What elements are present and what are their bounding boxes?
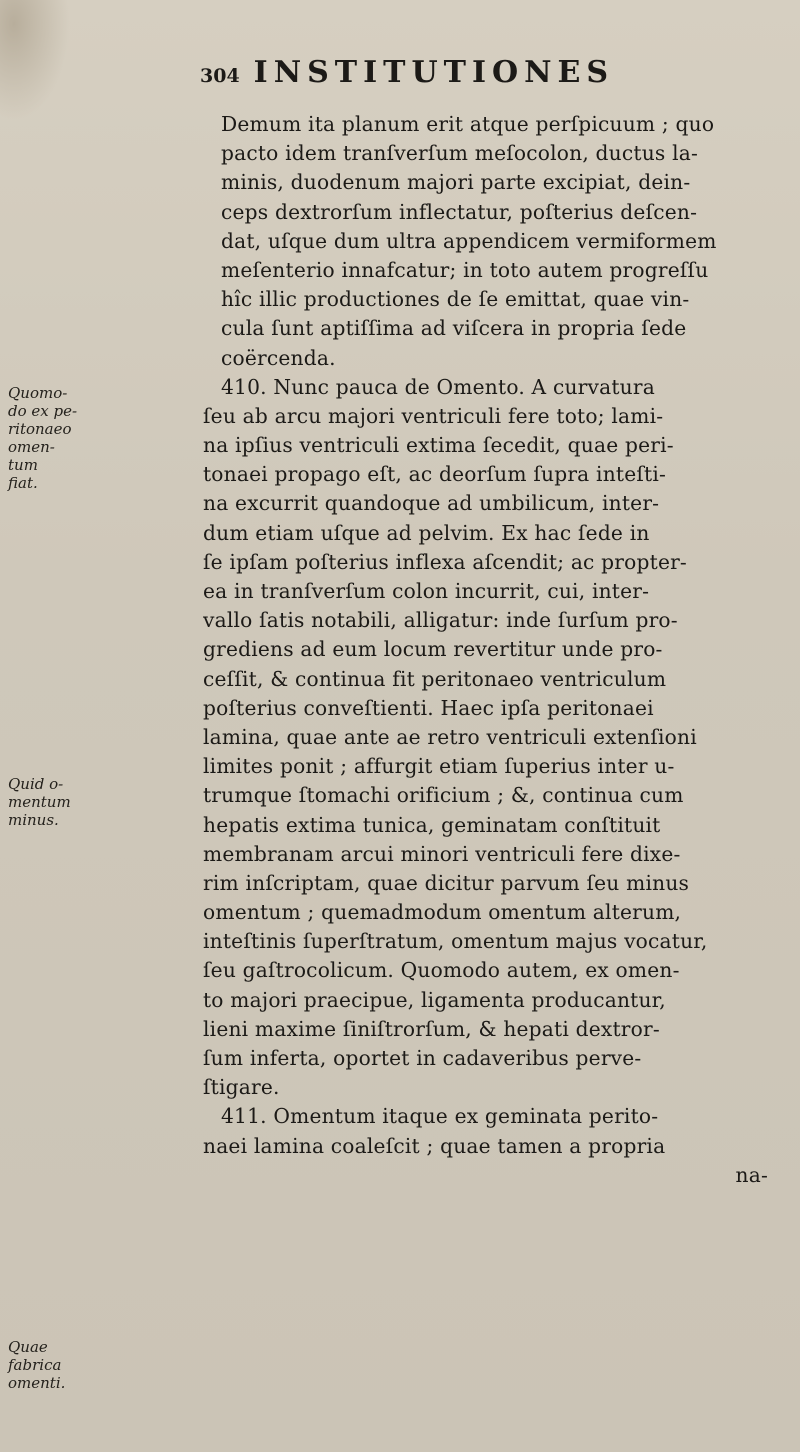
text-line: ea in tranſverſum colon incurrit, cui, inter-: [203, 579, 650, 603]
margin-note-line: ritonaeo: [8, 420, 72, 438]
text-line: ſeu ab arcu majori ventriculi fere toto; lami-: [203, 403, 664, 428]
text-line: ſum inferta, oportet in cadaveribus perve-: [203, 1046, 642, 1070]
text-line: na ipſius ventriculi extima ſecedit, quae peri-: [203, 433, 674, 458]
text-line: to majori praecipue, ligamenta producantur,: [203, 987, 666, 1012]
text-line: lieni maxime ſiniſtrorſum, & hepati dextror-: [203, 1016, 660, 1041]
margin-note-omentum-minus: [8, 775, 103, 829]
text-line: ceps dextrorſum inflectatur, poſterius deſcen-: [221, 199, 698, 224]
paragraph-411-start: 411. Omentum itaque ex geminata perito-: [221, 1104, 659, 1129]
text-line: vallo ſatis notabili, alligatur: inde ſurſum pro-: [203, 608, 678, 633]
text-line: meſenterio innafcatur; in toto autem progreſſu: [221, 257, 709, 282]
running-header: [200, 55, 760, 103]
body-text: [203, 110, 768, 1190]
catchword: na-: [735, 1162, 768, 1187]
margin-note-omentum-fabrica: [8, 1338, 103, 1392]
text-line: hepatis extima tunica, geminatam conſtituit: [203, 812, 661, 837]
text-line: rim inſcriptam, quae dicitur parvum ſeu minus: [203, 870, 690, 895]
text-line: lamina, quae ante ae retro ventriculi extenſioni: [203, 724, 697, 749]
text-line: ſtigare.: [203, 1075, 280, 1100]
text-line: poſterius conveſtienti. Haec ipſa peritonaei: [203, 695, 654, 720]
text-line: dum etiam uſque ad pelvim. Ex hac ſede in: [203, 520, 650, 545]
margin-note-line: fiat.: [8, 474, 38, 492]
margin-note-line: omenti.: [8, 1374, 66, 1392]
margin-note-line: minus.: [8, 811, 59, 829]
text-line: hîc illic productiones de ſe emittat, quae vin-: [221, 287, 690, 312]
margin-note-line: tum: [8, 456, 38, 474]
margin-note-line: Quid o-: [8, 775, 64, 793]
text-line: ceſſit, & continua fit peritonaeo ventriculum: [203, 666, 667, 691]
text-line: na excurrit quandoque ad umbilicum, inter-: [203, 491, 660, 516]
text-line: minis, duodenum majori parte excipiat, dein-: [221, 170, 691, 195]
text-line: membranam arcui minori ventriculi fere dixe-: [203, 841, 681, 866]
text-line: inteſtinis ſuperſtratum, omentum majus vocatur,: [203, 929, 708, 954]
running-title: INSTITUTIONES: [253, 55, 615, 90]
text-line: pacto idem tranſverſum meſocolon, ductus la-: [221, 141, 698, 166]
text-line: grediens ad eum locum revertitur unde pro-: [203, 637, 663, 662]
text-line: tonaei propago eſt, ac deorſum ſupra inteſti-: [203, 462, 667, 487]
text-line: trumque ſtomachi orificium ; &, continua cum: [203, 783, 684, 808]
page-stain: [0, 0, 70, 120]
margin-note-line: Quae: [8, 1338, 48, 1356]
text-line: omentum ; quemadmodum omentum alterum,: [203, 900, 682, 925]
page-number: 304: [200, 65, 240, 87]
text-line: ſe ipſam poſterius inflexa aſcendit; ac propter-: [203, 549, 687, 574]
paragraph-410-start: 410. Nunc pauca de Omento. A curvatura: [221, 374, 655, 399]
text-line: limites ponit ; affurgit etiam ſuperius inter u-: [203, 754, 675, 779]
margin-note-line: mentum: [8, 793, 71, 811]
margin-note-line: omen-: [8, 438, 55, 456]
text-line: coërcenda.: [221, 345, 336, 370]
margin-note-omentum-origin: [8, 384, 103, 492]
text-line: ſeu gaſtrocolicum. Quomodo autem, ex omen-: [203, 958, 680, 983]
text-line: naei lamina coaleſcit ; quae tamen a propria: [203, 1133, 666, 1158]
text-line: cula ſunt aptiſſima ad viſcera in propria ſede: [221, 316, 687, 341]
margin-note-line: Quomo-: [8, 384, 68, 402]
margin-note-line: fabrica: [8, 1356, 62, 1374]
margin-note-line: do ex pe-: [8, 402, 78, 420]
text-line: dat, uſque dum ultra appendicem vermiformem: [221, 228, 717, 253]
text-line: Demum ita planum erit atque perſpicuum ; quo: [221, 112, 715, 136]
